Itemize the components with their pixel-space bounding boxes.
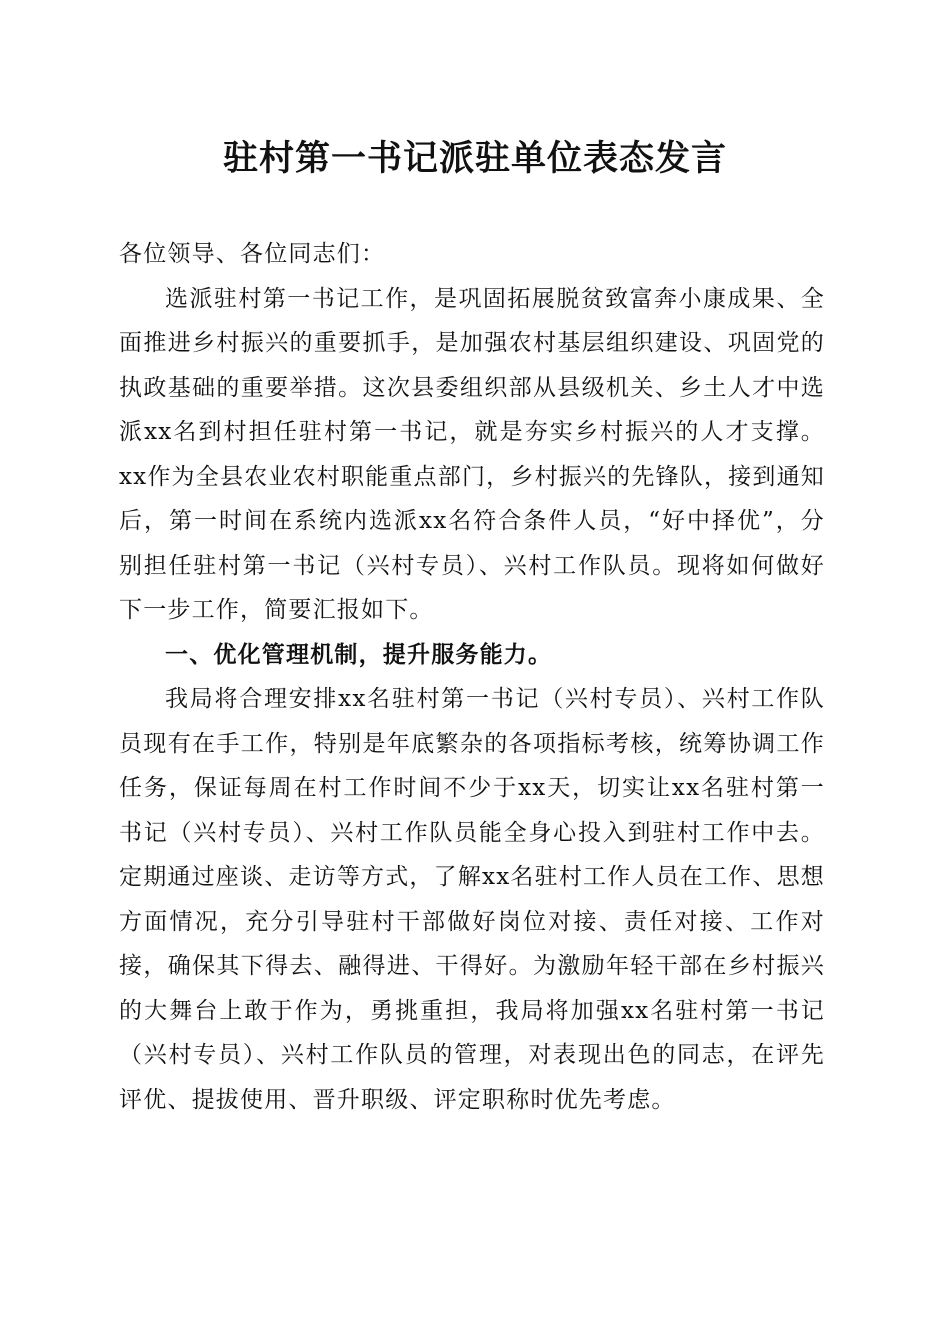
paragraph-intro: 选派驻村第一书记工作，是巩固拓展脱贫致富奔小康成果、全面推进乡村振兴的重要抓手，是加强农村基层组织建设、巩固党的执政基础的重要举措。这次县委组织部从县级机关、乡土人才中选派xx名到村担任驻村第一书记，就是夯实乡村振兴的人才支撑。xx作为全县农业农村职能重点部门，乡村振兴的先锋队，接到通知后，第一时间在系统内选派xx名符合条件人员，“好中择优”，分别担任驻村第一书记（兴村专员）、兴村工作队员。现将如何做好下一步工作，简要汇报如下。 (119, 285, 825, 623)
document-title: 驻村第一书记派驻单位表态发言 (222, 138, 727, 179)
paragraph-section-1: 我局将合理安排xx名驻村第一书记（兴村专员）、兴村工作队员现有在手工作，特别是年底繁杂的各项指标考核，统筹协调工作任务，保证每周在村工作时间不少于xx天，切实让xx名驻村第一书记（兴村专员）、兴村工作队员能全身心投入到驻村工作中去。定期通过座谈、走访等方式，了解xx名驻村工作人员在工作、思想方面情况，充分引导驻村干部做好岗位对接、责任对接、工作对接，确保其下得去、融得进、干得好。为激励年轻干部在乡村振兴的大舞台上敢于作为，勇挑重担，我局将加强xx名驻村第一书记（兴村专员）、兴村工作队员的管理，对表现出色的同志，在评先评优、提拔使用、晋升职级、评定职称时优先考虑。 (119, 686, 825, 1113)
document-body (119, 232, 825, 1122)
section-heading-1: 一、优化管理机制，提升服务能力。 (165, 641, 553, 668)
salutation: 各位领导、各位同志们： (119, 241, 386, 267)
